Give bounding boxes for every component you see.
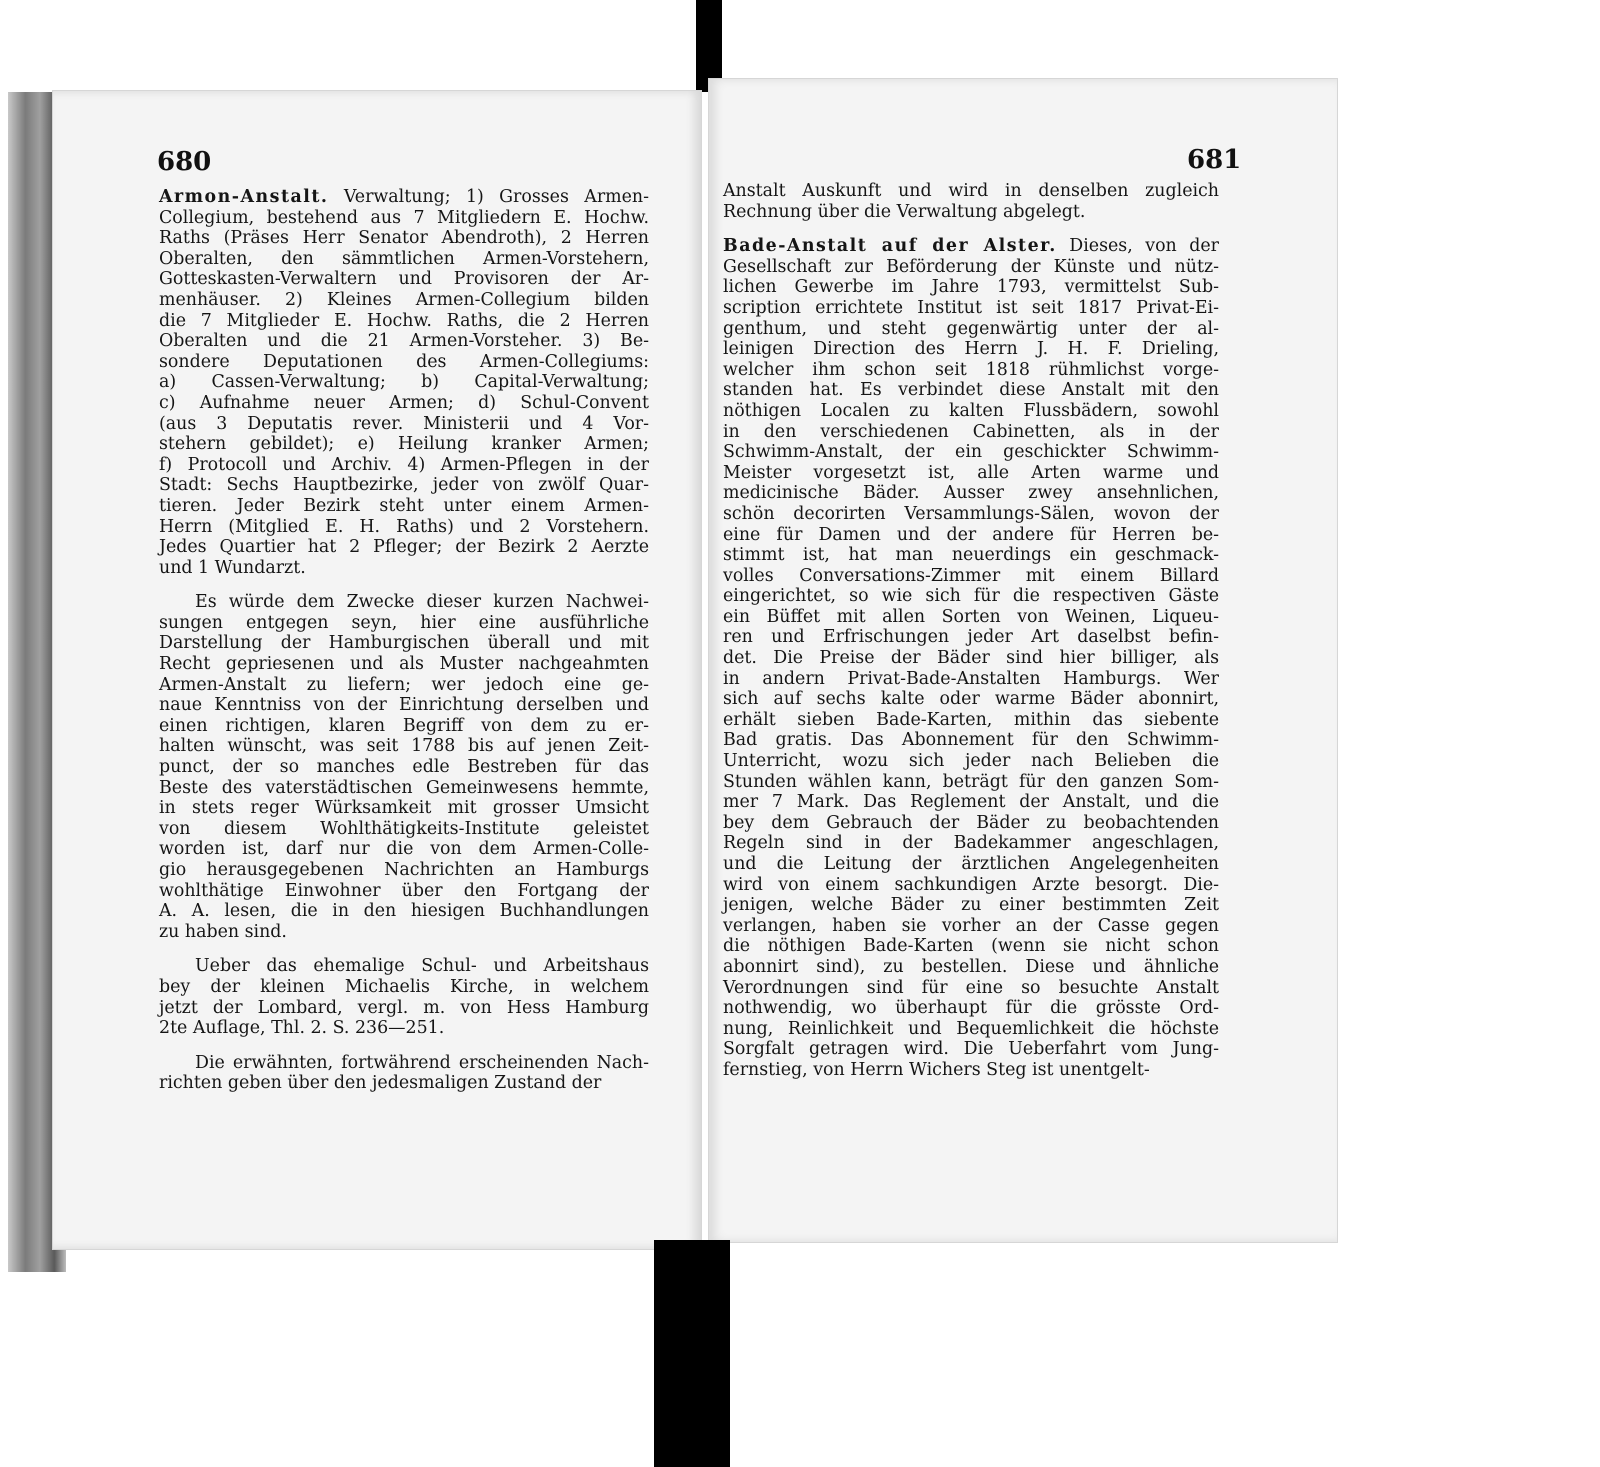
text-line	[159, 372, 649, 393]
text-line	[159, 1053, 649, 1074]
text-line	[723, 1039, 1219, 1060]
line-text: Oberalten und die 21 Armen-Vorsteher. 3) Be-	[159, 331, 649, 352]
line-text: ein Büffet mit allen Sorten von Weinen, Liqueu-	[723, 606, 1219, 627]
text-line	[723, 998, 1219, 1019]
text-line	[723, 730, 1219, 751]
text-line	[159, 757, 649, 778]
line-text: stehern gebildet); e) Heilung kranker Armen;	[159, 434, 649, 455]
line-text: Jedes Quartier hat 2 Pfleger; der Bezirk 2 Aerzte	[159, 537, 649, 558]
line-text: Raths (Präses Herr Senator Abendroth), 2 Herren	[159, 228, 649, 249]
line-text: Stadt: Sechs Hauptbezirke, jeder von zwölf Quar-	[159, 475, 649, 496]
text-line	[159, 592, 649, 613]
text-line	[723, 545, 1219, 566]
text-line	[723, 380, 1219, 401]
text-line	[159, 455, 649, 476]
line-text: die nöthigen Bade-Karten (wenn sie nicht schon	[723, 936, 1219, 957]
line-text: (aus 3 Deputatis rever. Ministerii und 4 Vor-	[159, 413, 649, 434]
line-text: Darstellung der Hamburgischen überall und mit	[159, 633, 649, 654]
line-text: Verwaltung; 1) Grosses Armen-	[328, 187, 649, 207]
text-line	[159, 977, 649, 998]
text-line	[159, 998, 649, 1019]
line-text: Verordnungen sind für eine so besuchte Anstalt	[723, 977, 1219, 998]
line-text: Collegium, bestehend aus 7 Mitgliedern E. Hochw.	[159, 207, 649, 228]
paragraph	[159, 187, 649, 578]
line-text: in andern Privat-Bade-Anstalten Hamburgs. Wer	[723, 668, 1219, 689]
text-line	[159, 922, 649, 943]
line-text: in stets reger Würksamkeit mit grosser Umsicht	[159, 798, 649, 819]
text-line	[159, 496, 649, 517]
text-line	[159, 633, 649, 654]
text-line	[159, 475, 649, 496]
paragraph-gap	[723, 222, 1219, 236]
text-line	[723, 627, 1219, 648]
text-line	[723, 607, 1219, 628]
text-line	[723, 833, 1219, 854]
line-text: sungen entgegen seyn, hier eine ausführliche	[159, 612, 649, 633]
line-text: 2te Auflage, Thl. 2. S. 236—251.	[159, 1018, 445, 1039]
line-text: jetzt der Lombard, vergl. m. von Hess Hamburg	[159, 997, 649, 1018]
text-line	[723, 360, 1219, 381]
line-text: Regeln sind in der Badekammer angeschlagen,	[723, 833, 1219, 854]
line-text: Bad gratis. Das Abonnement für den Schwimm-	[723, 730, 1219, 751]
line-text: Sorgfalt getragen wird. Die Ueberfahrt vom Jung-	[723, 1039, 1219, 1060]
line-text: Die erwähnten, fortwährend erscheinenden Nach-	[195, 1052, 649, 1073]
line-text: einen richtigen, klaren Begriff von dem zu er-	[159, 715, 649, 736]
text-line	[159, 517, 649, 538]
line-text: bey dem Gebrauch der Bäder zu beobachtenden	[723, 812, 1219, 833]
text-line	[723, 504, 1219, 525]
line-text: Gotteskasten-Verwaltern und Provisoren der Ar-	[159, 269, 649, 290]
text-line	[723, 422, 1219, 443]
line-text: Recht gepriesenen und als Muster nachgeahmten	[159, 654, 649, 675]
line-text: tieren. Jeder Bezirk steht unter einem Armen-	[159, 495, 649, 516]
paragraph-gap	[159, 942, 649, 956]
text-line	[723, 710, 1219, 731]
line-text: Oberalten, den sämmtlichen Armen-Vorstehern,	[159, 248, 649, 269]
line-text: Meister vorgesetzt ist, alle Arten warme und	[723, 462, 1219, 483]
text-line	[159, 860, 649, 881]
line-text: genthum, und steht gegenwärtig unter der al-	[723, 318, 1219, 339]
line-text: naue Kenntniss von der Einrichtung derselben und	[159, 695, 649, 716]
text-line	[159, 558, 649, 579]
text-line	[723, 586, 1219, 607]
line-text: richten geben über den jedesmaligen Zustand der	[159, 1073, 602, 1094]
text-line	[723, 257, 1219, 278]
line-text: scription errichtete Institut ist seit 1817 Privat-Ei-	[723, 297, 1219, 318]
line-text: punct, der so manches edle Bestreben für das	[159, 757, 649, 778]
line-text: in den verschiedenen Cabinetten, als in der	[723, 421, 1219, 442]
page-number-right: 681	[1187, 145, 1242, 175]
line-text: nothwendig, wo überhaupt für die grösste Ord-	[723, 998, 1219, 1019]
text-line	[723, 181, 1219, 202]
paragraph	[723, 181, 1219, 222]
line-text: menhäuser. 2) Kleines Armen-Collegium bilden	[159, 289, 649, 310]
line-text: a) Cassen-Verwaltung; b) Capital-Verwaltung;	[159, 372, 649, 393]
text-line	[723, 1019, 1219, 1040]
text-line	[159, 654, 649, 675]
text-line	[723, 895, 1219, 916]
line-text: Schwimm-Anstalt, der ein geschickter Schwimm-	[723, 442, 1219, 463]
text-line	[159, 613, 649, 634]
text-line	[723, 442, 1219, 463]
line-text: gio herausgegebenen Nachrichten an Hamburgs	[159, 860, 649, 880]
text-line	[723, 813, 1219, 834]
text-line	[723, 236, 1219, 257]
paragraph	[159, 956, 649, 1038]
line-text: eine für Damen und der andere für Herren be-	[723, 524, 1219, 545]
text-line	[159, 187, 649, 208]
paragraph	[723, 236, 1219, 1080]
line-text: jenigen, welche Bäder zu einer bestimmten Zeit	[723, 895, 1219, 916]
line-text: halten wünscht, was seit 1788 bis auf jenen Zeit-	[159, 736, 649, 757]
text-line	[723, 751, 1219, 772]
text-line	[159, 798, 649, 819]
text-line	[723, 319, 1219, 340]
text-line	[723, 1060, 1219, 1081]
text-line	[159, 352, 649, 373]
line-text: Stunden wählen kann, beträgt für den ganzen Som-	[723, 771, 1219, 792]
text-line	[159, 839, 649, 860]
line-text: volles Conversations-Zimmer mit einem Billard	[723, 565, 1219, 586]
text-line	[159, 414, 649, 435]
line-text: sondere Deputationen des Armen-Collegiums:	[159, 351, 649, 372]
line-text: worden ist, darf nur die von dem Armen-Colle-	[159, 839, 649, 860]
text-line	[159, 695, 649, 716]
line-text: nöthigen Localen zu kalten Flussbädern, sowohl	[723, 400, 1219, 421]
line-text: det. Die Preise der Bäder sind hier billiger, als	[723, 648, 1219, 669]
text-line	[159, 901, 649, 922]
line-text: wird von einem sachkundigen Arzte besorgt. Die-	[723, 874, 1219, 895]
line-text: Gesellschaft zur Beförderung der Künste und nütz-	[723, 256, 1219, 277]
text-line	[723, 936, 1219, 957]
page-number-left: 680	[157, 147, 212, 177]
line-text: sich auf sechs kalte oder warme Bäder abonnirt,	[723, 689, 1219, 710]
line-text: Beste des vaterstädtischen Gemeinwesens hemmte,	[159, 777, 649, 798]
text-line	[159, 1073, 649, 1094]
text-line	[159, 1018, 649, 1039]
text-line	[159, 537, 649, 558]
text-line	[723, 401, 1219, 422]
line-text: verlangen, haben sie vorher an der Casse gegen	[723, 915, 1219, 936]
line-text: schön decorirten Versammlungs-Sälen, wovon der	[723, 503, 1219, 524]
text-line	[159, 228, 649, 249]
right-page-body	[723, 181, 1219, 1081]
text-line	[723, 772, 1219, 793]
line-text: Dieses, von der	[1056, 236, 1219, 257]
text-line	[723, 463, 1219, 484]
text-line	[723, 689, 1219, 710]
text-line	[159, 675, 649, 696]
line-text: erhält sieben Bade-Karten, mithin das siebente	[723, 709, 1219, 730]
entry-heading: Bade-Anstalt auf der Alster.	[723, 236, 1057, 257]
line-text: ren und Erfrischungen jeder Art daselbst befin-	[723, 627, 1219, 648]
text-line	[159, 331, 649, 352]
line-text: eingerichtet, so wie sich für die respectiven Gäste	[723, 586, 1219, 607]
text-line	[723, 792, 1219, 813]
line-text: bey der kleinen Michaelis Kirche, in welchem	[159, 976, 649, 997]
line-text: A. A. lesen, die in den hiesigen Buchhandlungen	[159, 901, 649, 922]
left-page-body	[159, 187, 649, 1094]
paragraph-gap	[159, 578, 649, 592]
line-text: Es würde dem Zwecke dieser kurzen Nachwei-	[195, 592, 649, 613]
line-text: Anstalt Auskunft und wird in denselben zugleich	[723, 181, 1219, 201]
text-line	[159, 819, 649, 840]
text-line	[159, 736, 649, 757]
text-line	[723, 566, 1219, 587]
text-line	[723, 916, 1219, 937]
text-line	[723, 202, 1219, 223]
line-text: fernstieg, von Herrn Wichers Steg ist unentgelt-	[723, 1059, 1150, 1080]
text-line	[723, 669, 1219, 690]
text-line	[159, 716, 649, 737]
line-text: standen hat. Es verbindet diese Anstalt mit den	[723, 380, 1219, 401]
line-text: zu haben sind.	[159, 921, 287, 942]
line-text: und die Leitung der ärztlichen Angelegenheiten	[723, 854, 1219, 874]
text-line	[159, 269, 649, 290]
line-text: leinigen Direction des Herrn J. H. F. Drieling,	[723, 339, 1219, 360]
line-text: wohlthätige Einwohner über den Fortgang der	[159, 880, 649, 901]
line-text: stimmt ist, hat man neuerdings ein geschmack-	[723, 545, 1219, 566]
text-line	[159, 249, 649, 270]
text-line	[159, 311, 649, 332]
text-line	[159, 290, 649, 311]
paragraph-gap	[159, 1039, 649, 1053]
text-line	[723, 483, 1219, 504]
line-text: c) Aufnahme neuer Armen; d) Schul-Convent	[159, 392, 649, 413]
line-text: Herrn (Mitglied E. H. Raths) und 2 Vorstehern.	[159, 516, 649, 537]
line-text: und 1 Wundarzt.	[159, 557, 306, 578]
text-line	[723, 978, 1219, 999]
text-line	[159, 208, 649, 229]
text-line	[723, 957, 1219, 978]
gutter-bottom	[654, 1240, 730, 1467]
text-line	[159, 393, 649, 414]
text-line	[723, 648, 1219, 669]
text-line	[723, 339, 1219, 360]
line-text: welcher ihm schon seit 1818 rühmlichst vorge-	[723, 359, 1219, 380]
text-line	[723, 875, 1219, 896]
text-line	[159, 434, 649, 455]
line-text: von diesem Wohlthätigkeits-Institute geleistet	[159, 818, 649, 839]
left-page	[52, 90, 702, 1250]
paragraph	[159, 592, 649, 942]
text-line	[159, 778, 649, 799]
text-line	[159, 956, 649, 977]
text-line	[723, 277, 1219, 298]
text-line	[159, 881, 649, 902]
line-text: Armen-Anstalt zu liefern; wer jedoch eine ge-	[159, 674, 649, 695]
entry-heading: Armon-Anstalt.	[159, 187, 329, 207]
line-text: Rechnung über die Verwaltung abgelegt.	[723, 201, 1086, 222]
right-page	[708, 78, 1338, 1243]
line-text: abonnirt sind), zu bestellen. Diese und ähnliche	[723, 956, 1219, 977]
text-line	[723, 298, 1219, 319]
line-text: medicinische Bäder. Ausser zwey ansehnlichen,	[723, 483, 1219, 504]
line-text: mer 7 Mark. Das Reglement der Anstalt, und die	[723, 792, 1219, 813]
line-text: f) Protocoll und Archiv. 4) Armen-Pflegen in der	[159, 454, 649, 475]
line-text: Ueber das ehemalige Schul- und Arbeitshaus	[195, 956, 649, 977]
text-line	[723, 854, 1219, 875]
line-text: nung, Reinlichkeit und Bequemlichkeit die höchste	[723, 1018, 1219, 1039]
line-text: die 7 Mitglieder E. Hochw. Raths, die 2 Herren	[159, 310, 649, 331]
line-text: Unterricht, wozu sich jeder nach Belieben die	[723, 751, 1219, 772]
line-text: lichen Gewerbe im Jahre 1793, vermittelst Sub-	[723, 277, 1219, 298]
text-line	[723, 525, 1219, 546]
paragraph	[159, 1053, 649, 1094]
